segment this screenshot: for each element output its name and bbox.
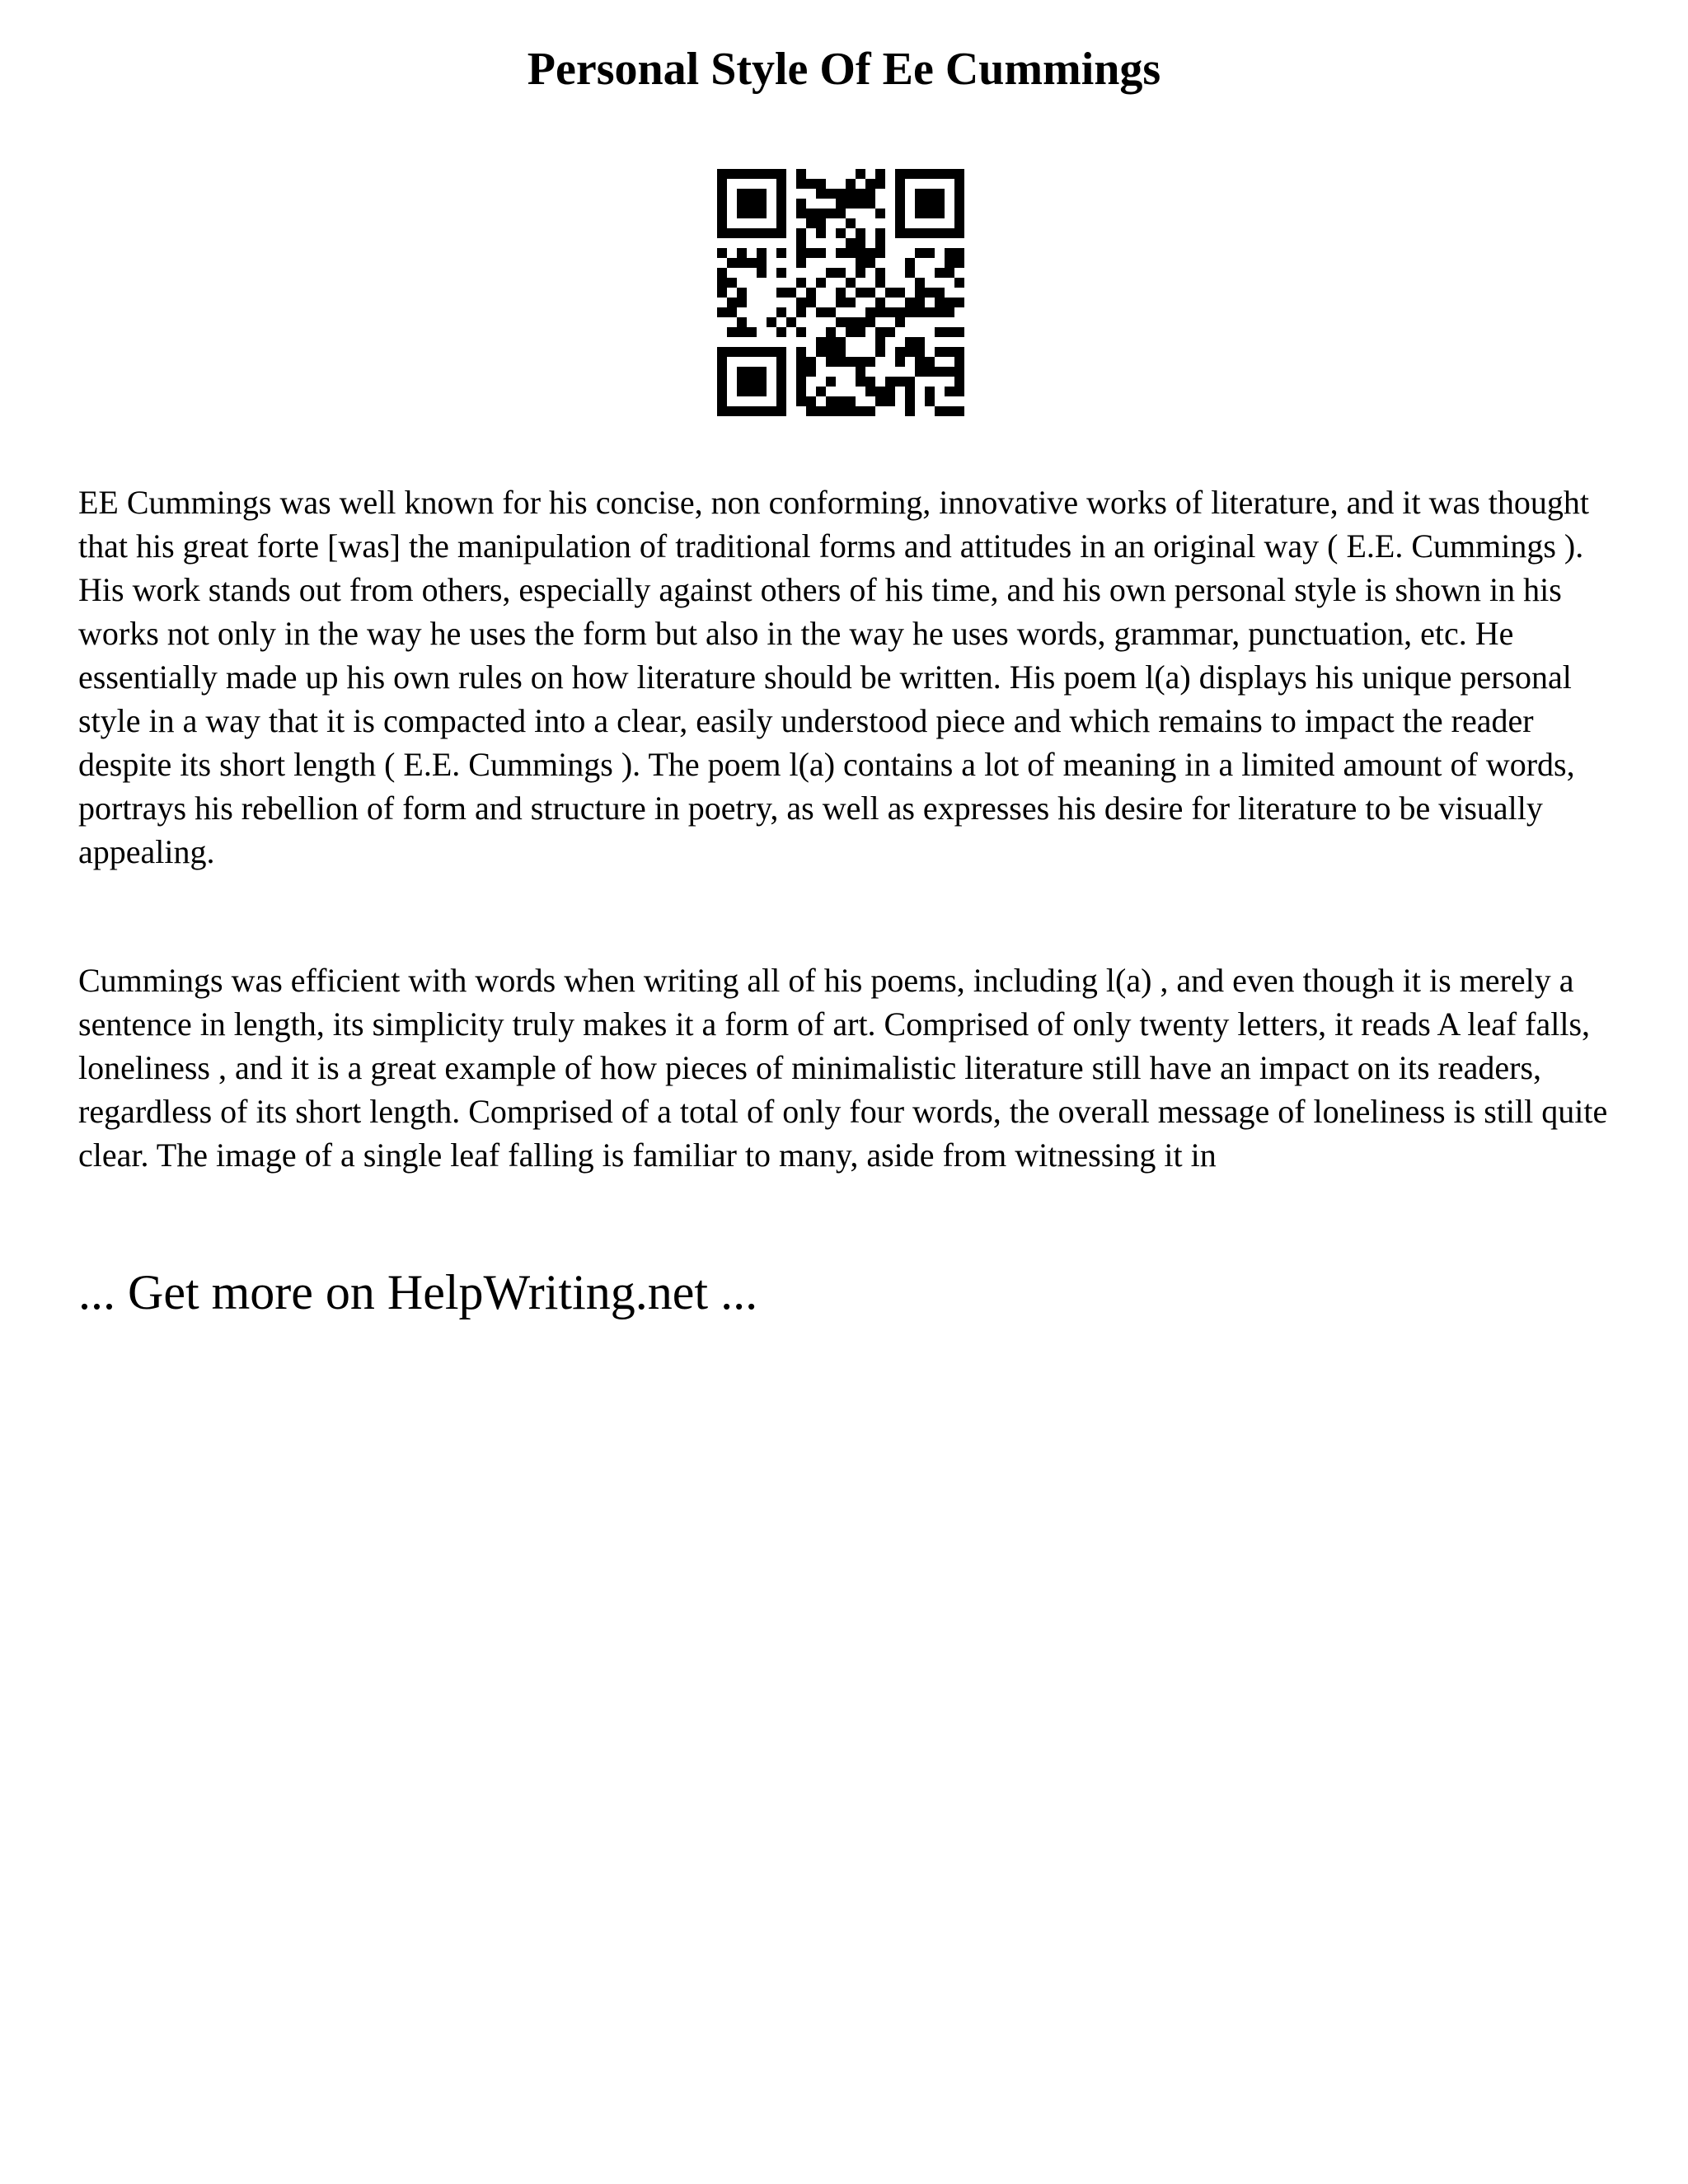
get-more-link[interactable]: ... Get more on HelpWriting.net ... xyxy=(78,1265,758,1319)
page-title: Personal Style Of Ee Cummings xyxy=(527,44,1161,95)
body-paragraph: Cummings was efficient with words when writing all of his poems, including l(a) , and even though it is merely a sentence in length, its simplicity truly makes it a form of art. Comprised of only twenty letters, it reads A leaf falls, loneliness , and it is a great example of how pieces of minimalistic literature still have an impact on its readers, regardless of its short length. Comprised of a total of only four words, the overall message of loneliness is still quite clear. The image of a single leaf falling is familiar to many, aside from witnessing it in xyxy=(78,962,1608,1174)
body-paragraph: EE Cummings was well known for his concise, non conforming, innovative works of literature, and it was thought that his great forte [was] the manipulation of traditional forms and attitudes in an original way ( E.E. Cummings ). His work stands out from others, especially against others of his time, and his own personal style is shown in his works not only in the way he uses the form but also in the way he uses words, grammar, punctuation, etc. He essentially made up his own rules on how literature should be written. His poem l(a) displays his unique personal style in a way that it is compacted into a clear, easily understood piece and which remains to impact the reader despite its short length ( E.E. Cummings ). The poem l(a) contains a lot of meaning in a limited amount of words, portrays his rebellion of form and structure in poetry, as well as expresses his desire for literature to be visually appealing. xyxy=(78,484,1590,870)
qr-code-icon xyxy=(717,169,964,416)
